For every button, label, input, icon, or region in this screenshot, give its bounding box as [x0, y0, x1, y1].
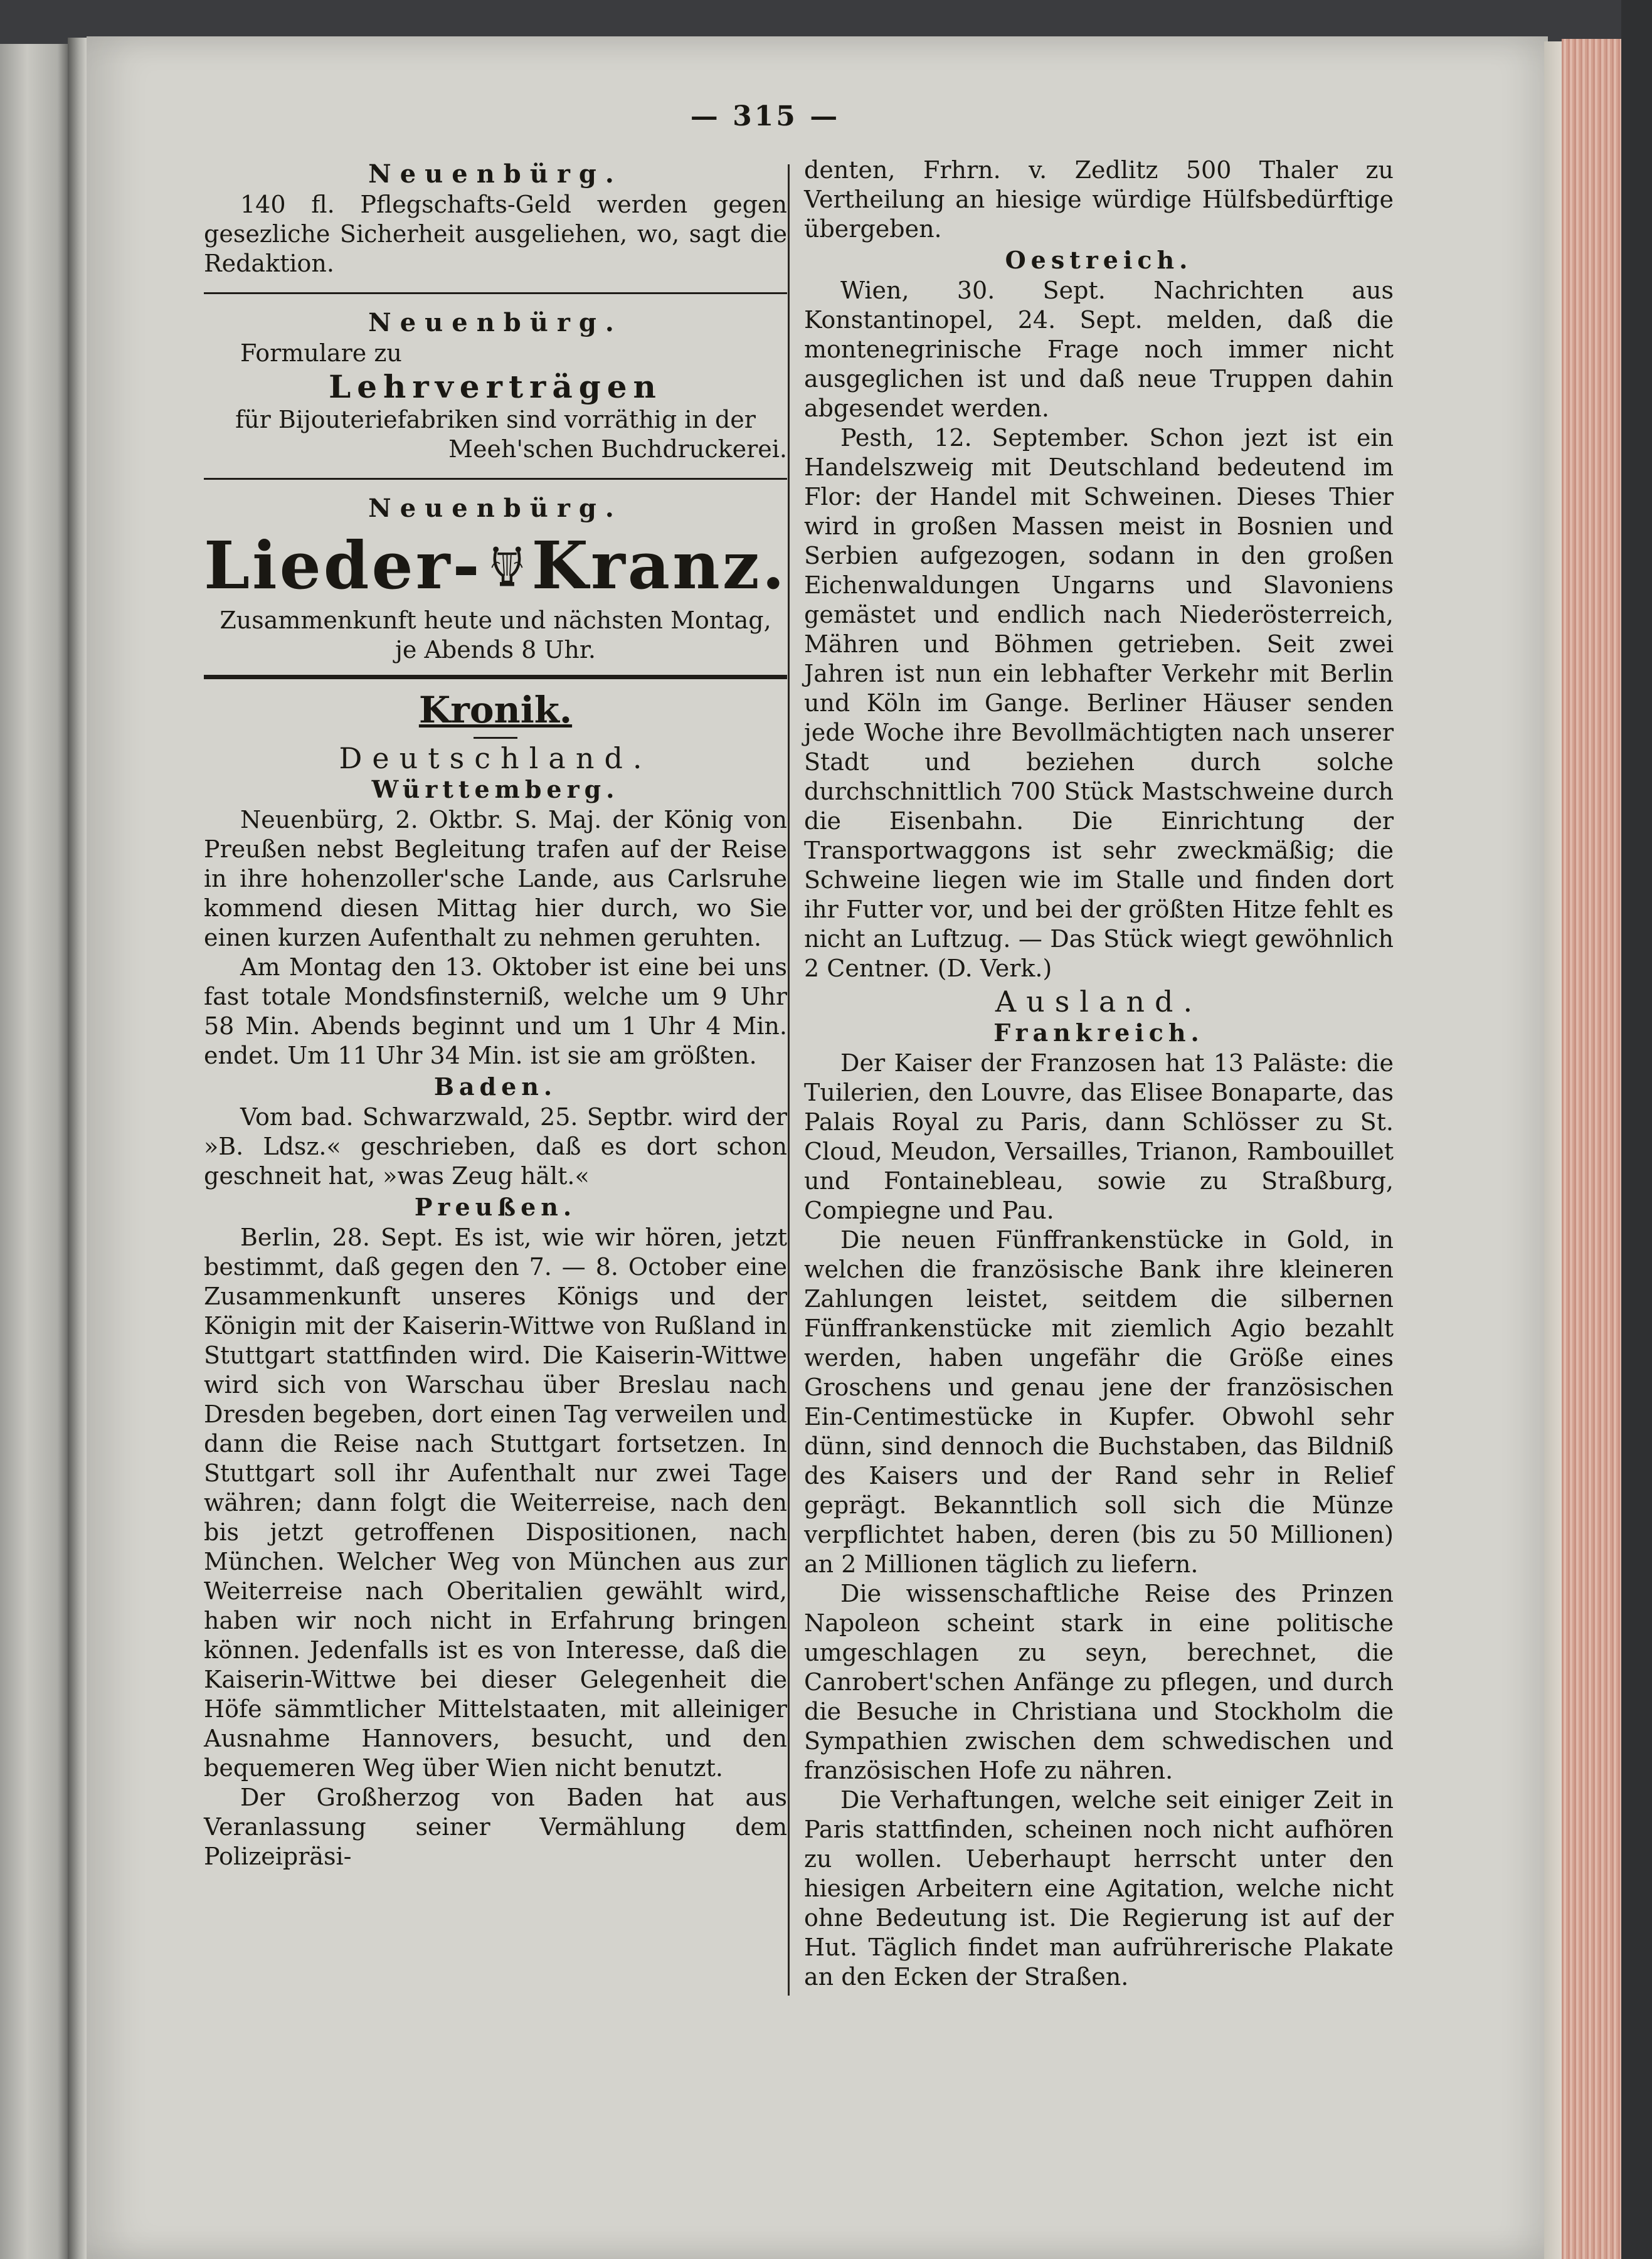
- article-paragraph: Wien, 30. Sept. Nachrichten aus Konstantinopel, 24. Sept. melden, daß die montenegrinische Frage noch immer nicht ausgeglichen ist und daß neue Truppen dahin abgesendet werden.: [804, 277, 1394, 422]
- liederkranz-title: [204, 528, 787, 603]
- article-paragraph: denten, Frhrn. v. Zedlitz 500 Thaler zu Vertheilung an hiesige würdige Hülfsbedürftige übergeben.: [804, 156, 1394, 243]
- ad2-line4: Meeh'schen Buchdruckerei.: [448, 435, 787, 463]
- article-paragraph: Vom bad. Schwarzwald, 25. Septbr. wird der »B. Ldsz.« geschrieben, daß es dort schon geschneit hat, »was Zeug hält.«: [204, 1103, 787, 1190]
- region-heading: Oestreich.: [1005, 246, 1193, 274]
- ad2-place: Neuenbürg.: [368, 308, 623, 337]
- ad1-text: 140 fl. Pflegschafts-Geld werden gegen gesezliche Sicherheit ausgeliehen, wo, sagt die Redaktion.: [204, 191, 787, 277]
- country-heading: Ausland.: [995, 985, 1203, 1018]
- right-column: [804, 156, 1394, 1992]
- article-paragraph: Berlin, 28. Sept. Es ist, wie wir hören, jetzt bestimmt, daß gegen den 7. — 8. October eine Zusammenkunft unseres Königs und der Königin mit der Kaiserin-Wittwe von Rußland in Stuttgart stattfinden wird. Die Kaiserin-Wittwe wird sich von Warschau über Breslau nach Dresden begeben, dort einen Tag verweilen und dann die Reise nach Stuttgart fortsetzen. In Stuttgart soll ihr Aufenthalt nur zwei Tage währen; dann folgt die Weiterreise, nach den bis jetzt getroffenen Dispositionen, nach München. Welcher Weg von München aus zur Weiterreise nach Oberitalien gewählt wird, haben wir noch nicht in Erfahrung bringen können. Jedenfalls ist es von Interesse, daß die Kaiserin-Wittwe bei dieser Gelegenheit die Höfe sämmtlicher Mittelstaaten, mit alleiniger Ausnahme Hannovers, besucht, und den bequemeren Weg über Wien nicht benutzt.: [204, 1224, 787, 1782]
- ad2-line3: für Bijouteriefabriken sind vorräthig in der: [235, 406, 756, 433]
- article-paragraph: Am Montag den 13. Oktober ist eine bei uns fast totale Mondsfinsterniß, welche um 9 Uhr 58 Min. Abends beginnt und um 1 Uhr 4 Min. endet. Um 11 Uhr 34 Min. ist sie am größten.: [204, 953, 787, 1069]
- page-stack-edge: [1544, 41, 1563, 2259]
- ad3-line1: Zusammenkunft heute und nächsten Montag,: [220, 606, 771, 634]
- book-gutter: [68, 38, 87, 2259]
- ad3-line2: je Abends 8 Uhr.: [395, 636, 596, 664]
- dark-background: [1621, 0, 1652, 2259]
- ad-divider: [204, 292, 787, 294]
- region-heading: Preußen.: [414, 1193, 577, 1221]
- liederkranz-title-right: Kranz.: [531, 527, 787, 604]
- article-paragraph: Pesth, 12. September. Schon jezt ist ein Handelszweig mit Deutschland bedeutend im Flor: der Handel mit Schweinen. Dieses Thier wird in großen Massen meist in Bosnien und Serbien aufgezogen, sodann in den großen Eichenwaldungen Ungarns und Slavoniens gemästet und endlich nach Niederösterreich, Mähren und Böhmen getrieben. Seit zwei Jahren ist nun ein lebhafter Verkehr mit Berlin und Köln im Gange. Berliner Häuser senden jede Woche ihre Bevollmächtigten nach unserer Stadt und beziehen durch solche durchschnittlich 700 Stück Mastschweine durch die Eisenbahn. Die Einrichtung der Transportwaggons ist sehr zweckmäßig; die Schweine liegen wie im Stalle und finden dort ihr Futter vor, und bei der größten Hitze fehlt es nicht an Luftzug. — Das Stück wiegt gewöhnlich 2 Centner. (D. Verk.): [804, 424, 1394, 982]
- red-page-edges: [1562, 39, 1621, 2259]
- article-paragraph: Die Verhaftungen, welche seit einiger Zeit in Paris stattfinden, scheinen noch nicht aufhören zu wollen. Ueberhaupt herrscht unter den hiesigen Arbeitern eine Agitation, welche nicht ohne Bedeutung ist. Die Regierung ist auf der Hut. Täglich findet man aufrührerische Plakate an den Ecken der Straßen.: [804, 1786, 1394, 1991]
- page-number: — 315 —: [690, 100, 840, 132]
- section-title: Kronik.: [418, 689, 573, 731]
- article-paragraph: Der Kaiser der Franzosen hat 13 Paläste: die Tuilerien, den Louvre, das Elisee Bonaparte, das Palais Royal zu Paris, dann Schlösser zu St. Cloud, Meudon, Versailles, Trianon, Rambouillet und Fontainebleau, sowie zu Straßburg, Compiegne und Pau.: [804, 1049, 1394, 1224]
- short-rule: [474, 737, 517, 739]
- section-divider: [204, 675, 787, 679]
- region-heading: Frankreich.: [993, 1018, 1204, 1047]
- article-paragraph: Die neuen Fünffrankenstücke in Gold, in welchen die französische Bank ihre kleineren Zahlungen leistet, seitdem die silbernen Fünffrankenstücke mit ziemlich Agio bezahlt werden, haben ungefähr die Größe eines Groschens und genau jene der französischen Ein-Centimestücke in Kupfer. Obwohl sehr dünn, sind dennoch die Buchstaben, das Bildniß des Kaisers und der Rand sehr in Relief geprägt. Bekanntlich soll sich die Münze verpflichtet haben, deren (bis zu 50 Millionen) an 2 Millionen täglich zu liefern.: [804, 1226, 1394, 1578]
- ad-divider: [204, 478, 787, 480]
- ad1-place: Neuenbürg.: [368, 159, 623, 189]
- article-paragraph: Der Großherzog von Baden hat aus Veranlassung seiner Vermählung dem Polizeipräsi-: [204, 1784, 787, 1870]
- liederkranz-title-left: Lieder-: [204, 527, 482, 604]
- left-column: [204, 156, 787, 1871]
- country-heading: Deutschland.: [339, 741, 652, 775]
- column-rule: [788, 164, 790, 1996]
- ad2-line1: Formulare zu: [240, 339, 402, 367]
- article-paragraph: Die wissenschaftliche Reise des Prinzen Napoleon scheint stark in eine politische umgeschlagen zu seyn, berechnet, die Canrobert'schen Anfänge zu pflegen, und durch die Besuche in Christiana und Stockholm die Sympathien zwischen dem schwedischen und französischen Hofe zu nähren.: [804, 1580, 1394, 1784]
- left-page-edge: [0, 44, 68, 2259]
- lyre-icon: [491, 531, 523, 600]
- ad3-place: Neuenbürg.: [368, 494, 623, 523]
- region-heading: Württemberg.: [371, 775, 620, 803]
- article-paragraph: Neuenbürg, 2. Oktbr. S. Maj. der König von Preußen nebst Begleitung trafen auf der Reise in ihre hohenzoller'sche Lande, aus Carlsruhe kommend diesen Mittag hier durch, wo Sie einen kurzen Aufenthalt zu nehmen geruhten.: [204, 806, 787, 951]
- ad2-heading: Lehrverträgen: [329, 368, 662, 405]
- region-heading: Baden.: [433, 1072, 558, 1101]
